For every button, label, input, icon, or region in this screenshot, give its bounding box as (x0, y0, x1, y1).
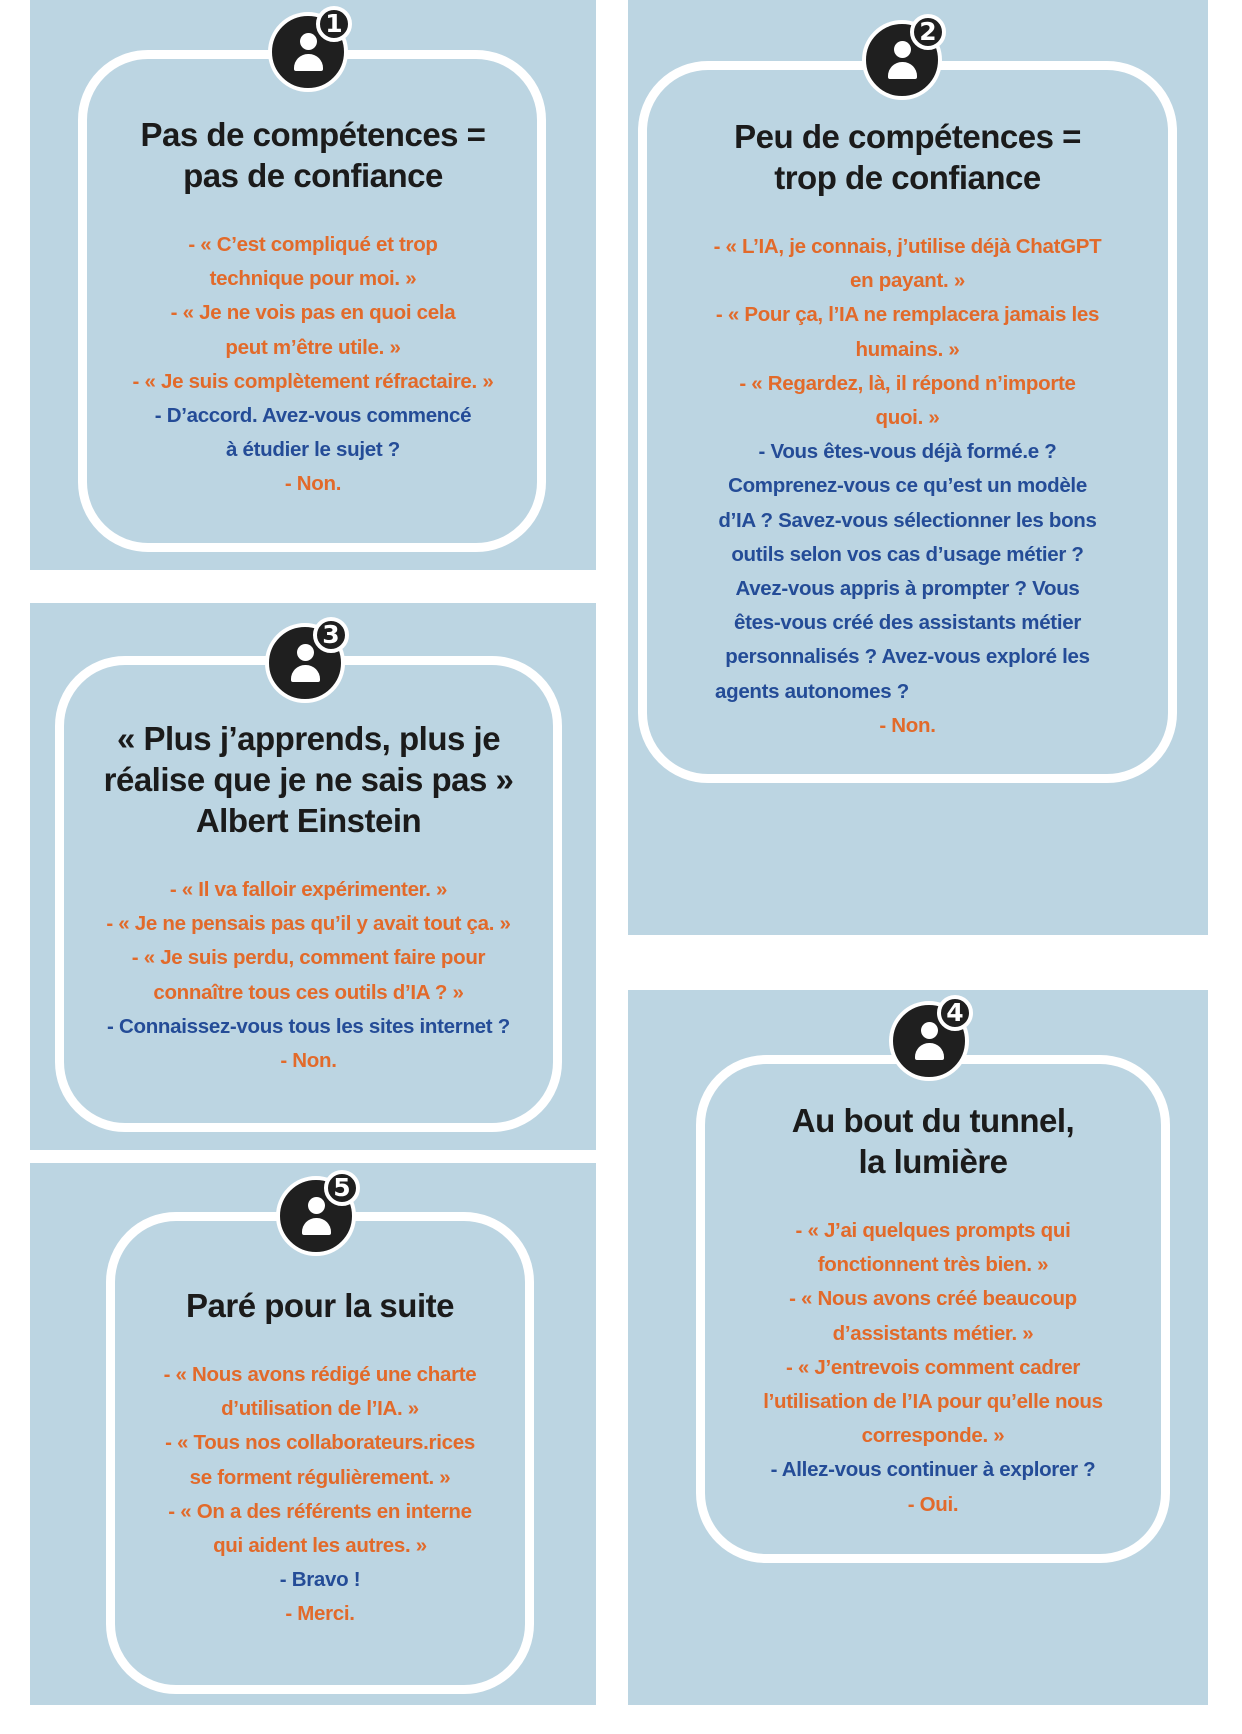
dialogue-line: peut m’être utile. » (225, 335, 401, 359)
dialogue-line: corresponde. » (861, 1424, 1005, 1448)
dialogue-line: - « Je suis perdu, comment faire pour (131, 946, 486, 970)
dialogue-line: - Oui. (907, 1492, 959, 1516)
user-icon (297, 644, 314, 661)
card-3-title-line: réalise que je ne sais pas » (103, 761, 514, 798)
user-icon-body (915, 1043, 944, 1060)
dialogue-line: quoi. » (875, 406, 940, 430)
dialogue-line: - « Je ne pensais pas qu’il y avait tout ça. » (106, 912, 511, 936)
dialogue-line: personnalisés ? Avez-vous exploré les (725, 645, 1090, 669)
card-2-title-line: trop de confiance (774, 159, 1041, 196)
card-4-number: 4 (937, 995, 973, 1031)
user-icon (300, 33, 317, 50)
card-1-body (90, 114, 536, 502)
dialogue-line: outils selon vos cas d’usage métier ? (731, 542, 1084, 566)
user-icon-body (294, 54, 323, 71)
dialogue-line: - « J’ai quelques prompts qui (795, 1219, 1071, 1242)
dialogue-line: d’assistants métier. » (832, 1321, 1034, 1345)
dialogue-line: - « Regardez, là, il répond n’importe (739, 371, 1076, 395)
dialogue-line: - « Pour ça, l’IA ne remplacera jamais les (715, 303, 1100, 327)
card-5-number: 5 (324, 1170, 360, 1206)
card-1-dialogue (90, 228, 536, 502)
dialogue-line: - « Nous avons créé beaucoup (789, 1287, 1077, 1311)
card-3-number: 3 (313, 617, 349, 653)
dialogue-line: - « Il va falloir expérimenter. » (169, 878, 448, 901)
dialogue-line: Comprenez-vous ce qu’est un modèle (728, 474, 1087, 498)
card-1-title-line: Pas de compétences = (140, 116, 486, 153)
dialogue-line: - Allez-vous continuer à explorer ? (770, 1458, 1096, 1482)
dialogue-line: - Vous êtes-vous déjà formé.e ? (758, 440, 1057, 464)
dialogue-line: en payant. » (850, 269, 965, 293)
card-3-dialogue (70, 873, 547, 1078)
dialogue-line: êtes-vous créé des assistants métier (734, 611, 1081, 635)
dialogue-line: - Non. (280, 1049, 337, 1073)
dialogue-line: - Non. (879, 713, 936, 737)
card-4-title-line: la lumière (858, 1143, 1008, 1180)
dialogue-line: agents autonomes ? (715, 679, 909, 703)
card-1-title (90, 114, 536, 196)
user-icon-body (302, 1218, 331, 1235)
dialogue-line: - « C’est compliqué et trop (188, 233, 438, 256)
card-4-title-line: Au bout du tunnel, (791, 1102, 1075, 1139)
dialogue-line: - « Je suis complètement réfractaire. » (132, 369, 494, 393)
card-2-body (660, 116, 1155, 743)
dialogue-line: - Merci. (285, 1602, 355, 1626)
user-icon (308, 1197, 325, 1214)
dialogue-line: connaître tous ces outils d’IA ? » (153, 980, 464, 1004)
dialogue-line: - « L’IA, je connais, j’utilise déjà ChatGPT (713, 235, 1102, 258)
dialogue-line: - « On a des référents en interne (168, 1499, 472, 1523)
dialogue-line: - Non. (284, 472, 342, 496)
dialogue-line: l’utilisation de l’IA pour qu’elle nous (763, 1390, 1103, 1414)
dialogue-line: fonctionnent très bien. » (817, 1253, 1049, 1277)
card-5-title-line: Paré pour la suite (186, 1287, 454, 1324)
card-5-badge (276, 1173, 356, 1256)
dialogue-line: Avez-vous appris à prompter ? Vous (735, 577, 1080, 601)
dialogue-line: - « Je ne vois pas en quoi cela (170, 301, 456, 325)
dialogue-line: - « Nous avons rédigé une charte (163, 1363, 477, 1386)
user-icon-body (291, 665, 320, 682)
card-5-dialogue (118, 1358, 522, 1632)
dialogue-line: d’utilisation de l’IA. » (221, 1397, 419, 1421)
card-5-title (118, 1285, 522, 1326)
card-1-badge (268, 9, 348, 92)
card-4-dialogue (710, 1214, 1156, 1522)
card-4-body (710, 1100, 1156, 1522)
card-3-badge (265, 620, 345, 703)
dialogue-line: - Connaissez-vous tous les sites internet ? (107, 1014, 510, 1038)
dialogue-line: humains. » (855, 337, 960, 361)
dialogue-line: - « Tous nos collaborateurs.rices (165, 1431, 475, 1455)
card-2-title-line: Peu de compétences = (734, 118, 1081, 155)
user-icon-body (888, 62, 917, 79)
user-icon (921, 1022, 938, 1039)
card-4-badge (889, 998, 969, 1081)
dialogue-line: - Bravo ! (279, 1568, 361, 1592)
dialogue-line: - « J’entrevois comment cadrer (785, 1355, 1081, 1379)
dialogue-line: - D’accord. Avez-vous commencé (154, 404, 472, 428)
dialogue-line: se forment régulièrement. » (189, 1465, 451, 1489)
card-4-title (710, 1100, 1156, 1182)
dialogue-line: technique pour moi. » (209, 267, 417, 291)
card-5-body (118, 1285, 522, 1632)
card-3-title-line: « Plus j’apprends, plus je (116, 720, 501, 757)
card-1-title-line: pas de confiance (183, 157, 443, 194)
card-3-title-line: Albert Einstein (195, 802, 422, 839)
card-1-number: 1 (316, 6, 352, 42)
dialogue-line: d’IA ? Savez-vous sélectionner les bons (718, 508, 1097, 532)
dialogue-line: qui aident les autres. » (213, 1534, 427, 1558)
user-icon (894, 41, 911, 58)
card-2-number: 2 (910, 14, 946, 50)
card-2-badge (862, 17, 942, 100)
card-2-title (660, 116, 1155, 198)
dialogue-line: à étudier le sujet ? (226, 438, 400, 462)
card-3-title (70, 718, 547, 841)
card-2-dialogue (660, 230, 1155, 743)
card-3-body (70, 718, 547, 1078)
